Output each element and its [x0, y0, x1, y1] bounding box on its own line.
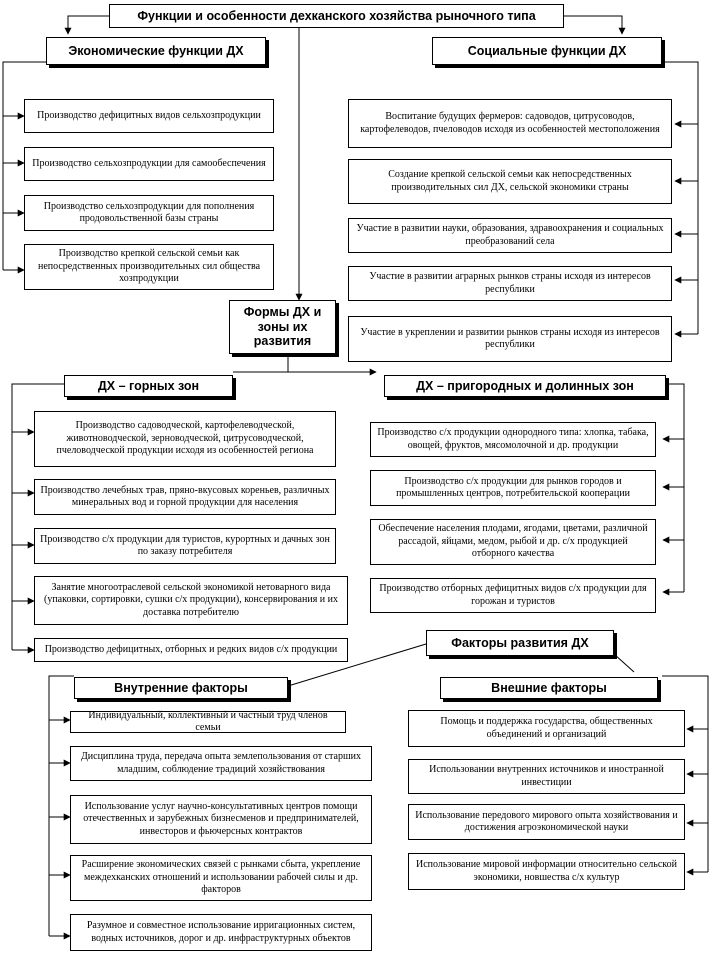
mountain-item: Производство с/х продукции для туристов, курортных и дачных зон по заказу потребителя: [34, 528, 336, 564]
factors-header: Факторы развития ДХ: [426, 630, 614, 656]
social-item: Участие в развитии науки, образования, здравоохранения и социальных преобразований села: [348, 218, 672, 253]
mountain-zones-header: ДХ – горных зон: [64, 375, 233, 397]
social-item: Создание крепкой сельской семьи как непосредственных производительных сил ДХ, сельской экономики страны: [348, 159, 672, 204]
external-item: Использование мировой информации относительно сельской экономики, новшества с/х культур: [408, 853, 685, 890]
economic-item: Производство дефицитных видов сельхозпродукции: [24, 99, 274, 133]
internal-item: Дисциплина труда, передача опыта землепользования от старших младшим, соблюдение традиций хозяйствования: [70, 746, 372, 781]
economic-item: Производство крепкой сельской семьи как непосредственных производительных сил общества хозпродукции: [24, 244, 274, 290]
external-item: Помощь и поддержка государства, общественных объединений и организаций: [408, 710, 685, 747]
mountain-item: Производство лечебных трав, пряно-вкусовых кореньев, различных минеральных вод и горной продукции для населения: [34, 479, 336, 515]
mountain-item: Производство садоводческой, картофелеводческой, животноводческой, зерноводческой, цитрусоводческой, пчеловодческой продукции исходя из особенностей региона: [34, 411, 336, 467]
mountain-item: Производство дефицитных, отборных и редких видов с/х продукции: [34, 638, 348, 662]
suburban-item: Производство с/х продукции для рынков городов и промышленных центров, потребительской кооперации: [370, 470, 656, 506]
diagram-title: [109, 4, 564, 28]
external-item: Использовании внутренних источников и иностранной инвестиции: [408, 759, 685, 794]
economic-item: Производство сельхозпродукции для самообеспечения: [24, 147, 274, 181]
external-item: Использование передового мирового опыта хозяйствования и достижения агроэкономической науки: [408, 804, 685, 840]
internal-item: Расширение экономических связей с рынками сбыта, укрепление междехканских отношений и использовании рабочей силы и др. факторов: [70, 855, 372, 901]
social-item: Воспитание будущих фермеров: садоводов, цитрусоводов, картофелеводов, пчеловодов исходя из особенностей местоположения: [348, 99, 672, 148]
internal-factors-header: Внутренние факторы: [74, 677, 288, 699]
internal-item: Разумное и совместное использование ирригационных систем, водных источников, дорог и др. инфраструктурных объектов: [70, 914, 372, 951]
suburban-item: Обеспечение населения плодами, ягодами, цветами, различной рассадой, яйцами, медом, рыбой и др. с/х продукцией отборного качества: [370, 519, 656, 565]
external-factors-header: Внешние факторы: [440, 677, 658, 699]
economic-functions-header: Экономические функции ДХ: [46, 37, 266, 65]
diagram-title-text: Функции и особенности дехканского хозяйства рыночного типа: [137, 9, 536, 23]
suburban-item: Производство отборных дефицитных видов с/х продукции для горожан и туристов: [370, 578, 656, 613]
forms-header: Формы ДХ и зоны их развития: [229, 300, 336, 354]
mountain-item: Занятие многоотраслевой сельской экономикой нетоварного вида (упаковки, сортировки, сушки с/х продукции), консервирования и их доставка потребителю: [34, 576, 348, 625]
internal-item: Использование услуг научно-консультативных центров помощи отечественных и зарубежных бизнесменов и предпринимателей, инвесторов и фьючерсных контрактов: [70, 795, 372, 844]
economic-item: Производство сельхозпродукции для пополнения продовольственной базы страны: [24, 195, 274, 231]
internal-item: Индивидуальный, коллективный и частный труд членов семьи: [70, 711, 346, 733]
suburban-item: Производство с/х продукции однородного типа: хлопка, табака, овощей, фруктов, мясомолочной и др. продукции: [370, 422, 656, 457]
social-item: Участие в развитии аграрных рынков страны исходя из интересов республики: [348, 266, 672, 301]
social-item: Участие в укреплении и развитии рынков страны исходя из интересов республики: [348, 316, 672, 362]
suburban-zones-header: ДХ – пригородных и долинных зон: [384, 375, 666, 397]
social-functions-header: Социальные функции ДХ: [432, 37, 662, 65]
